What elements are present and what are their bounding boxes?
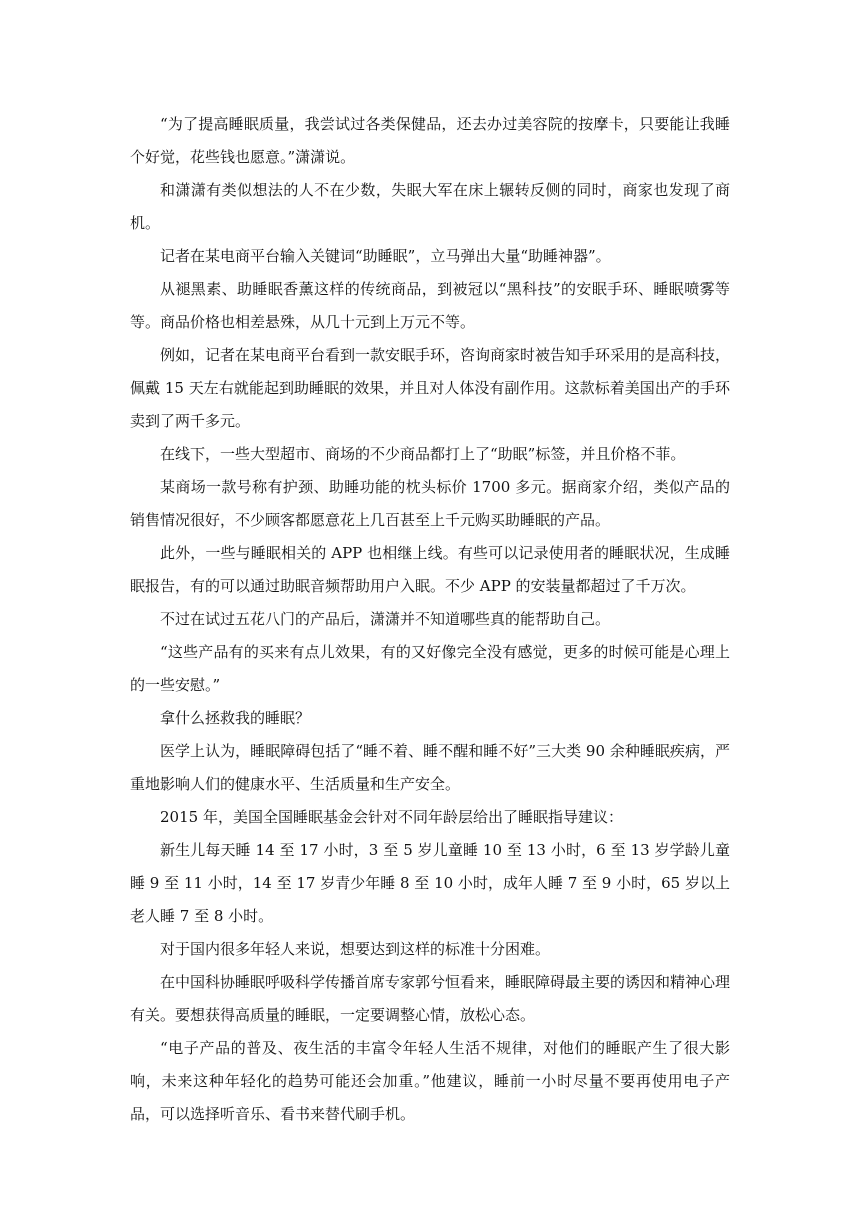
paragraph: 和潇潇有类似想法的人不在少数，失眠大军在床上辗转反侧的同时，商家也发现了商机。 — [130, 181, 730, 232]
paragraph: 不过在试过五花八门的产品后，潇潇并不知道哪些真的能帮助自己。 — [160, 610, 611, 628]
paragraph: 从褪黑素、助睡眠香薰这样的传统商品，到被冠以“黑科技”的安眠手环、睡眠喷雾等等。商品价格也相差悬殊，从几十元到上万元不等。 — [130, 280, 730, 331]
paragraph: “这些产品有的买来有点儿效果，有的又好像完全没有感觉，更多的时候可能是心理上的一些安慰。” — [130, 643, 730, 694]
paragraph: “电子产品的普及、夜生活的丰富令年轻人生活不规律，对他们的睡眠产生了很大影响，未来这种年轻化的趋势可能还会加重。”他建议，睡前一小时尽量不要再使用电子产品，可以选择听音乐、看书来替代刷手机。 — [130, 1039, 730, 1123]
paragraph: 记者在某电商平台输入关键词“助睡眠”，立马弹出大量“助睡神器”。 — [160, 247, 611, 265]
document-page — [130, 108, 730, 1131]
paragraph: 在中国科协睡眠呼吸科学传播首席专家郭兮恒看来，睡眠障碍最主要的诱因和精神心理有关。要想获得高质量的睡眠，一定要调整心情，放松心态。 — [130, 973, 731, 1024]
paragraph: 2015 年，美国全国睡眠基金会针对不同年龄层给出了睡眠指导建议： — [160, 808, 623, 826]
paragraph: 新生儿每天睡 14 至 17 小时，3 至 5 岁儿童睡 10 至 13 小时，6 至 13 岁学龄儿童睡 9 至 11 小时，14 至 17 岁青少年睡 8 至 10 小时，成年人睡 7 至 9 小时，65 岁以上老人睡 7 至 8 小时。 — [130, 841, 730, 925]
paragraph: 此外，一些与睡眠相关的 APP 也相继上线。有些可以记录使用者的睡眠状况，生成睡眠报告，有的可以通过助眠音频帮助用户入眠。不少 APP 的安装量都超过了千万次。 — [130, 544, 730, 595]
paragraph: “为了提高睡眠质量，我尝试过各类保健品，还去办过美容院的按摩卡，只要能让我睡个好觉，花些钱也愿意。”潇潇说。 — [130, 115, 730, 166]
paragraph: 某商场一款号称有护颈、助睡功能的枕头标价 1700 多元。据商家介绍，类似产品的销售情况很好，不少顾客都愿意花上几百甚至上千元购买助睡眠的产品。 — [130, 478, 730, 529]
paragraph: 例如，记者在某电商平台看到一款安眠手环，咨询商家时被告知手环采用的是高科技，佩戴 15 天左右就能起到助睡眠的效果，并且对人体没有副作用。这款标着美国出产的手环卖到了两千多元。 — [130, 346, 731, 430]
paragraph: 医学上认为，睡眠障碍包括了“睡不着、睡不醒和睡不好”三大类 90 余种睡眠疾病，严重地影响人们的健康水平、生活质量和生产安全。 — [130, 742, 730, 793]
section-heading: 拿什么拯救我的睡眠？ — [160, 709, 311, 727]
paragraph: 在线下，一些大型超市、商场的不少商品都打上了“助眠”标签，并且价格不菲。 — [160, 445, 686, 463]
paragraph: 对于国内很多年轻人来说，想要达到这样的标准十分困难。 — [160, 940, 551, 958]
